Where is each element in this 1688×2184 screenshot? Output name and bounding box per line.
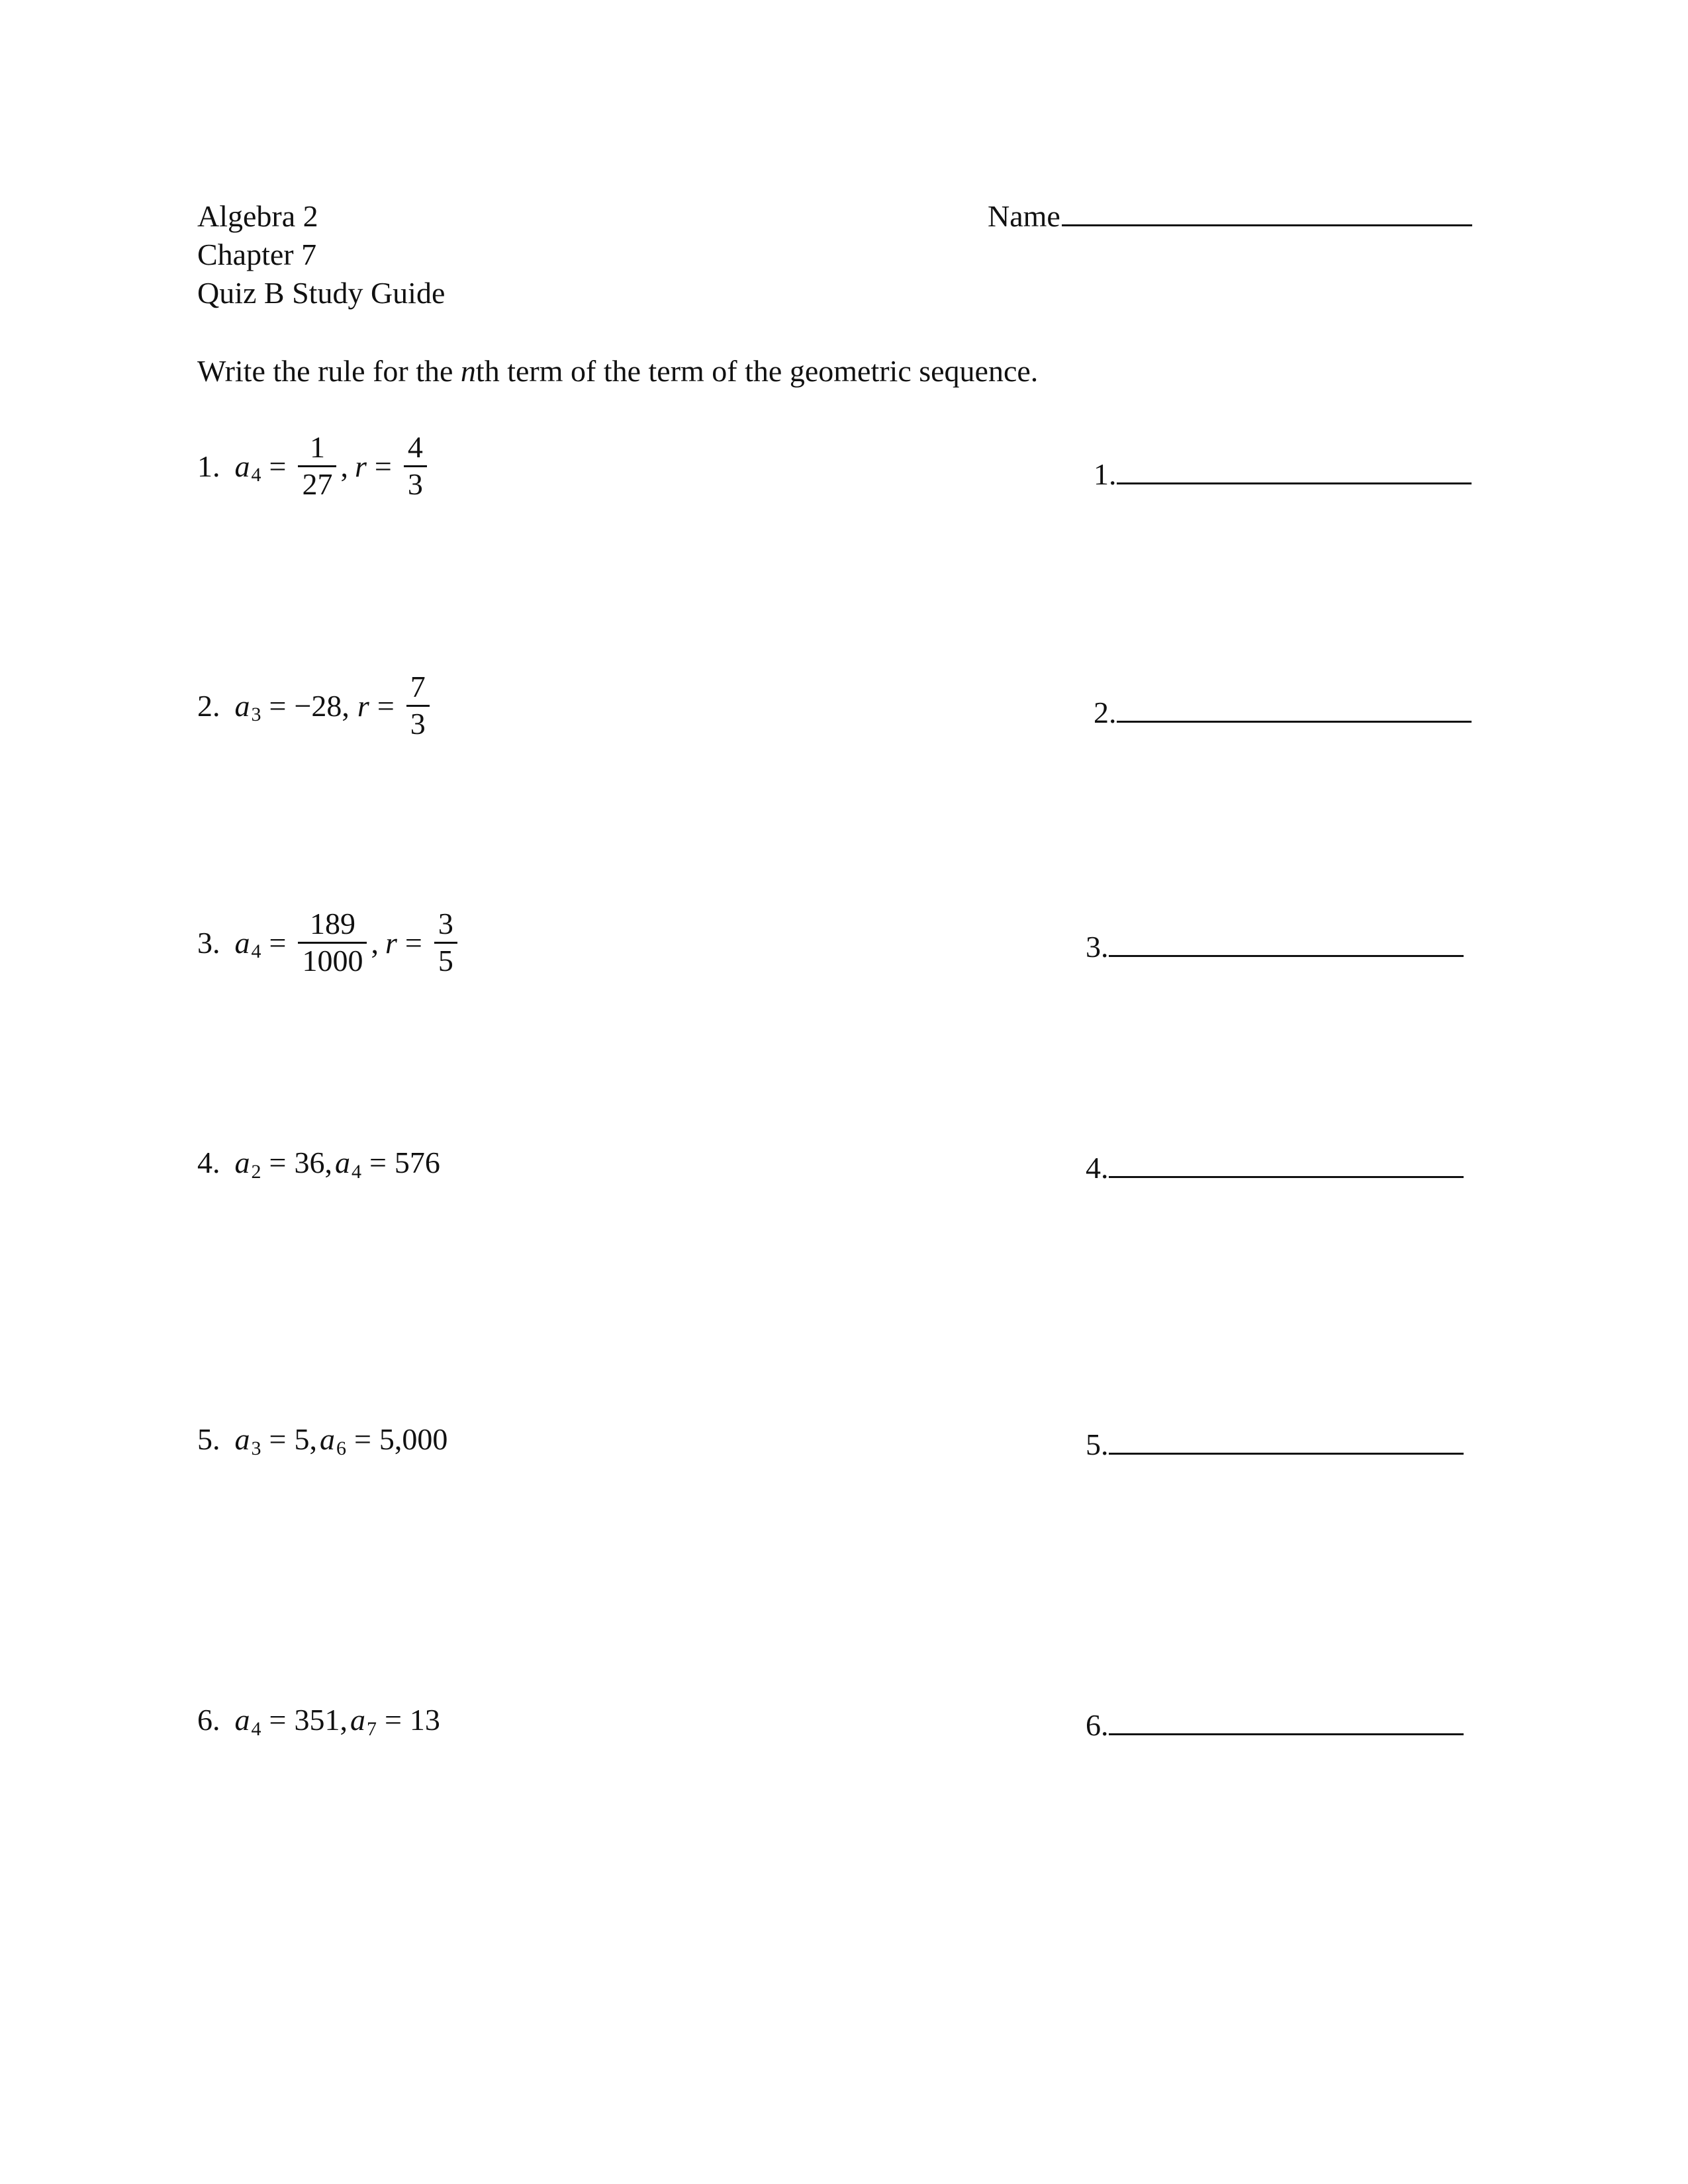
instructions (197, 356, 1038, 387)
answer-blank-2[interactable] (1094, 695, 1472, 730)
name-label: Name (988, 199, 1060, 233)
ratio-variable: r (385, 925, 397, 960)
answer-line[interactable] (1117, 478, 1472, 484)
comma: , (340, 449, 348, 483)
course-title: Algebra 2 (197, 199, 318, 233)
term-subscript: 3 (251, 704, 261, 726)
fraction-denominator: 5 (438, 943, 453, 978)
term-value: 351, (294, 1703, 348, 1737)
term-variable: a (234, 1146, 250, 1179)
instructions-italic-n: n (460, 354, 476, 388)
chapter-title: Chapter 7 (197, 238, 317, 271)
problem-number: 2. (197, 688, 220, 723)
answer-line[interactable] (1109, 951, 1464, 957)
equals-sign: = (269, 688, 287, 723)
term-variable: a (234, 688, 250, 723)
equals-sign: = (269, 1703, 287, 1737)
problem-6 (197, 1702, 440, 1740)
term-value: 5, (294, 1422, 317, 1456)
problem-2 (197, 670, 434, 742)
term-value: 13 (409, 1703, 440, 1737)
fraction-numerator: 7 (410, 670, 426, 704)
term-subscript: 3 (251, 1437, 261, 1459)
fraction-numerator: 1 (309, 430, 325, 464)
answer-label: 5. (1086, 1428, 1109, 1461)
problem-3 (197, 907, 461, 979)
problem-number: 4. (197, 1146, 220, 1179)
term-fraction (298, 430, 336, 502)
answer-line[interactable] (1109, 1729, 1464, 1735)
fraction-denominator: 3 (407, 467, 423, 501)
equals-sign: = (369, 1146, 387, 1179)
problem-number: 6. (197, 1703, 220, 1737)
term-variable: a (234, 449, 250, 483)
term-subscript: 4 (251, 464, 261, 486)
answer-blank-5[interactable] (1086, 1427, 1464, 1462)
equals-sign: = (404, 925, 422, 960)
answer-blank-4[interactable] (1086, 1150, 1464, 1185)
term-subscript: 6 (336, 1437, 346, 1459)
problem-number: 3. (197, 925, 220, 960)
answer-label: 3. (1086, 930, 1109, 964)
term-subscript: 4 (251, 940, 261, 963)
problem-number: 1. (197, 449, 220, 483)
fraction-numerator: 3 (438, 907, 453, 940)
term-value: 576 (394, 1146, 440, 1179)
answer-label: 6. (1086, 1708, 1109, 1742)
equals-sign: = (269, 1422, 287, 1456)
fraction-denominator: 27 (302, 467, 333, 501)
equals-sign: = (374, 449, 392, 483)
term-subscript: 7 (366, 1717, 377, 1740)
fraction-numerator: 189 (309, 907, 355, 940)
answer-blank-3[interactable] (1086, 929, 1464, 964)
instructions-before: Write the rule for the (197, 354, 461, 388)
term-variable: a (319, 1422, 335, 1456)
answer-blank-6[interactable] (1086, 1707, 1464, 1743)
equals-sign: = (269, 1146, 287, 1179)
term-subscript: 4 (351, 1160, 361, 1183)
answer-line[interactable] (1109, 1172, 1464, 1178)
ratio-fraction (434, 907, 457, 979)
ratio-fraction (404, 430, 427, 502)
name-field[interactable] (988, 201, 1472, 232)
fraction-numerator: 4 (407, 430, 423, 464)
equals-sign: = (377, 688, 395, 723)
problem-number: 5. (197, 1422, 220, 1456)
document-title: Quiz B Study Guide (197, 276, 445, 310)
term-variable: a (234, 1703, 250, 1737)
ratio-variable: r (357, 688, 369, 723)
term-subscript: 2 (251, 1160, 261, 1183)
equals-sign: = (269, 925, 287, 960)
fraction-denominator: 3 (410, 706, 426, 741)
problem-5 (197, 1422, 447, 1457)
answer-blank-1[interactable] (1094, 457, 1472, 492)
ratio-fraction (406, 670, 430, 742)
problem-4 (197, 1145, 440, 1183)
equals-sign: = (353, 1422, 371, 1456)
term-value: 36, (294, 1146, 332, 1179)
term-variable: a (234, 925, 250, 960)
term-subscript: 4 (251, 1717, 261, 1740)
name-blank-line[interactable] (1062, 220, 1472, 226)
term-variable: a (234, 1422, 250, 1456)
answer-line[interactable] (1117, 717, 1472, 723)
answer-label: 2. (1094, 696, 1117, 729)
term-variable: a (350, 1703, 365, 1737)
comma: , (371, 925, 379, 960)
ratio-variable: r (354, 449, 367, 483)
equals-sign: = (384, 1703, 402, 1737)
term-variable: a (334, 1146, 350, 1179)
answer-label: 4. (1086, 1151, 1109, 1185)
fraction-denominator: 1000 (302, 943, 363, 978)
term-value: −28, (294, 688, 350, 723)
term-fraction (298, 907, 367, 979)
answer-label: 1. (1094, 457, 1117, 491)
term-value: 5,000 (379, 1422, 448, 1456)
answer-line[interactable] (1109, 1449, 1464, 1455)
problem-1 (197, 430, 431, 502)
equals-sign: = (269, 449, 287, 483)
instructions-after: th term of the term of the geometric sequence. (475, 354, 1039, 388)
